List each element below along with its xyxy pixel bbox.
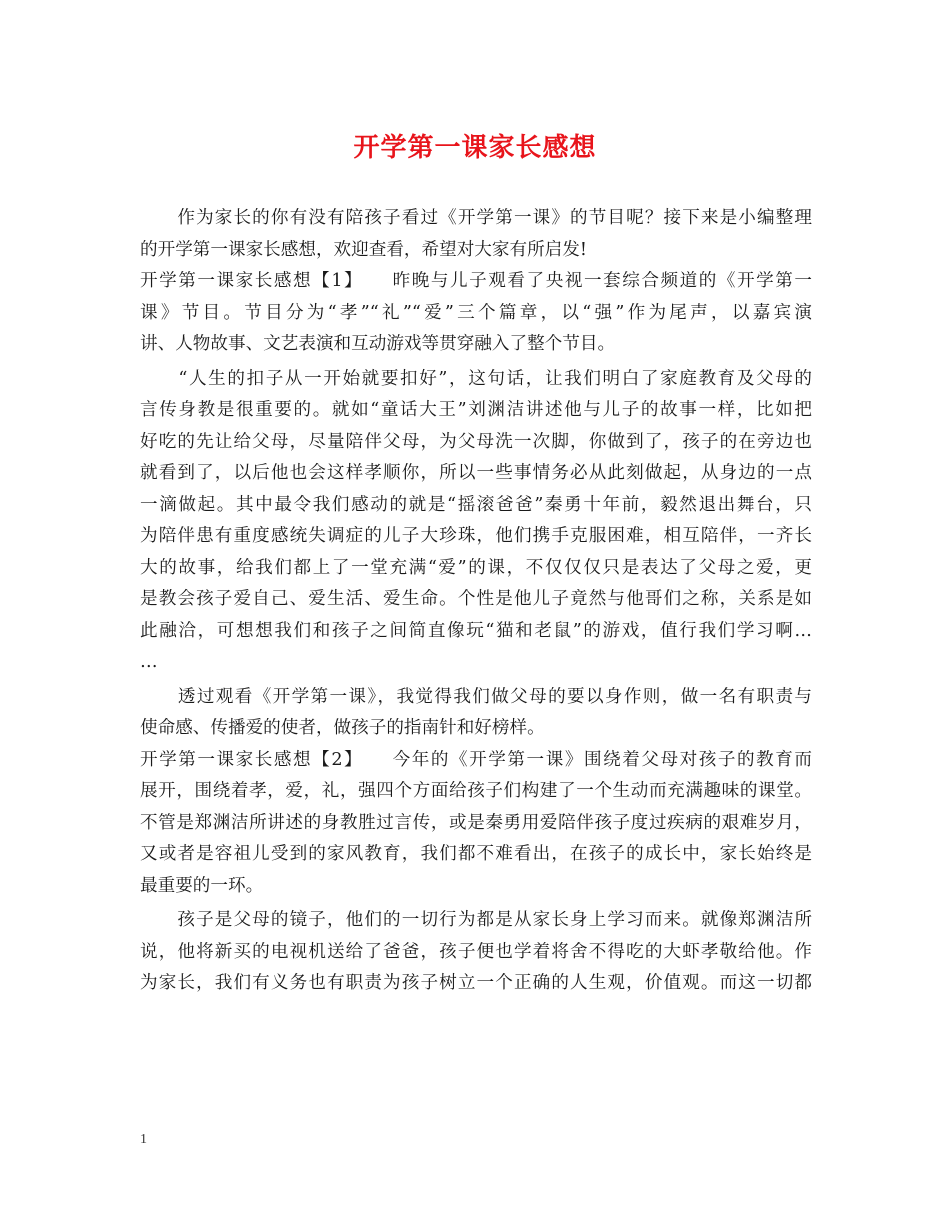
text-line: 一滴做起。其中最令我们感动的就是“摇滚爸爸”秦勇十年前，毅然退出舞台，只 bbox=[140, 494, 812, 515]
body-text bbox=[140, 203, 812, 1000]
text-line: 就看到了，以后他也会这样孝顺你，所以一些事情务必从此刻做起，从身边的一点 bbox=[140, 463, 812, 483]
text-line: 为家长，我们有义务也有职责为孩子树立一个正确的人生观，价值观。而这一切都 bbox=[140, 973, 812, 993]
text-line: … bbox=[140, 652, 158, 672]
text-line: 开学第一课家长感想【1】 昨晚与儿子观看了央视一套综合频道的《开学第一 bbox=[140, 271, 812, 291]
text-line: 孩子是父母的镜子，他们的一切行为都是从家长身上学习而来。就像郑渊洁所 bbox=[140, 910, 812, 930]
text-line: 说，他将新买的电视机送给了爸爸，孩子便也学着将舍不得吃的大虾孝敬给他。作 bbox=[140, 941, 812, 962]
text-line: 课》节目。节目分为“孝”“礼”“爱”三个篇章，以“强”作为尾声，以嘉宾演 bbox=[140, 302, 812, 323]
text-line: 大的故事，给我们都上了一堂充满“爱”的课，不仅仅仅只是表达了父母之爱，更 bbox=[140, 557, 812, 578]
text-line: 的开学第一课家长感想，欢迎查看，希望对大家有所启发! bbox=[140, 239, 587, 260]
text-line: 透过观看《开学第一课》，我觉得我们做父母的要以身作则，做一名有职责与 bbox=[140, 686, 812, 707]
page-title: 开学第一课家长感想 bbox=[353, 133, 597, 163]
text-line: 言传身教是很重要的。就如“童话大王”刘渊洁讲述他与儿子的故事一样，比如把 bbox=[140, 400, 812, 420]
text-line: 作为家长的你有没有陪孩子看过《开学第一课》的节目呢？接下来是小编整理 bbox=[140, 208, 812, 228]
text-line: 讲、人物故事、文艺表演和互动游戏等贯穿融入了整个节目。 bbox=[140, 334, 616, 354]
text-line: 不管是郑渊洁所讲述的身教胜过言传，或是秦勇用爱陪伴孩子度过疾病的艰难岁月， bbox=[140, 812, 812, 833]
text-line: 展开，围绕着孝，爱，礼，强四个方面给孩子们构建了一个生动而充满趣味的课堂。 bbox=[140, 781, 812, 801]
text-line: 开学第一课家长感想【2】 今年的《开学第一课》围绕着父母对孩子的教育而 bbox=[140, 749, 812, 770]
text-line: “人生的扣子从一开始就要扣好”，这句话，让我们明白了家庭教育及父母的 bbox=[140, 368, 812, 389]
text-line: 为陪伴患有重度感统失调症的儿子大珍珠，他们携手克服困难，相互陪伴，一齐长 bbox=[140, 526, 812, 546]
page-number: 1 bbox=[140, 1132, 147, 1147]
text-line: 又或者是容祖儿受到的家风教育，我们都不难看出，在孩子的成长中，家长始终是 bbox=[140, 844, 812, 864]
text-line: 是教会孩子爱自己、爱生活、爱生命。个性是他儿子竟然与他哥们之称，关系是如 bbox=[140, 589, 812, 609]
text-line: 最重要的一环。 bbox=[140, 875, 264, 896]
text-line: 使命感、传播爱的使者，做孩子的指南针和好榜样。 bbox=[140, 718, 545, 738]
text-line: 此融洽，可想想我们和孩子之间简直像玩“猫和老鼠”的游戏，值行我们学习啊… bbox=[140, 620, 812, 641]
text-line: 好吃的先让给父母，尽量陪伴父母，为父母洗一次脚，你做到了，孩子的在旁边也 bbox=[140, 431, 812, 452]
